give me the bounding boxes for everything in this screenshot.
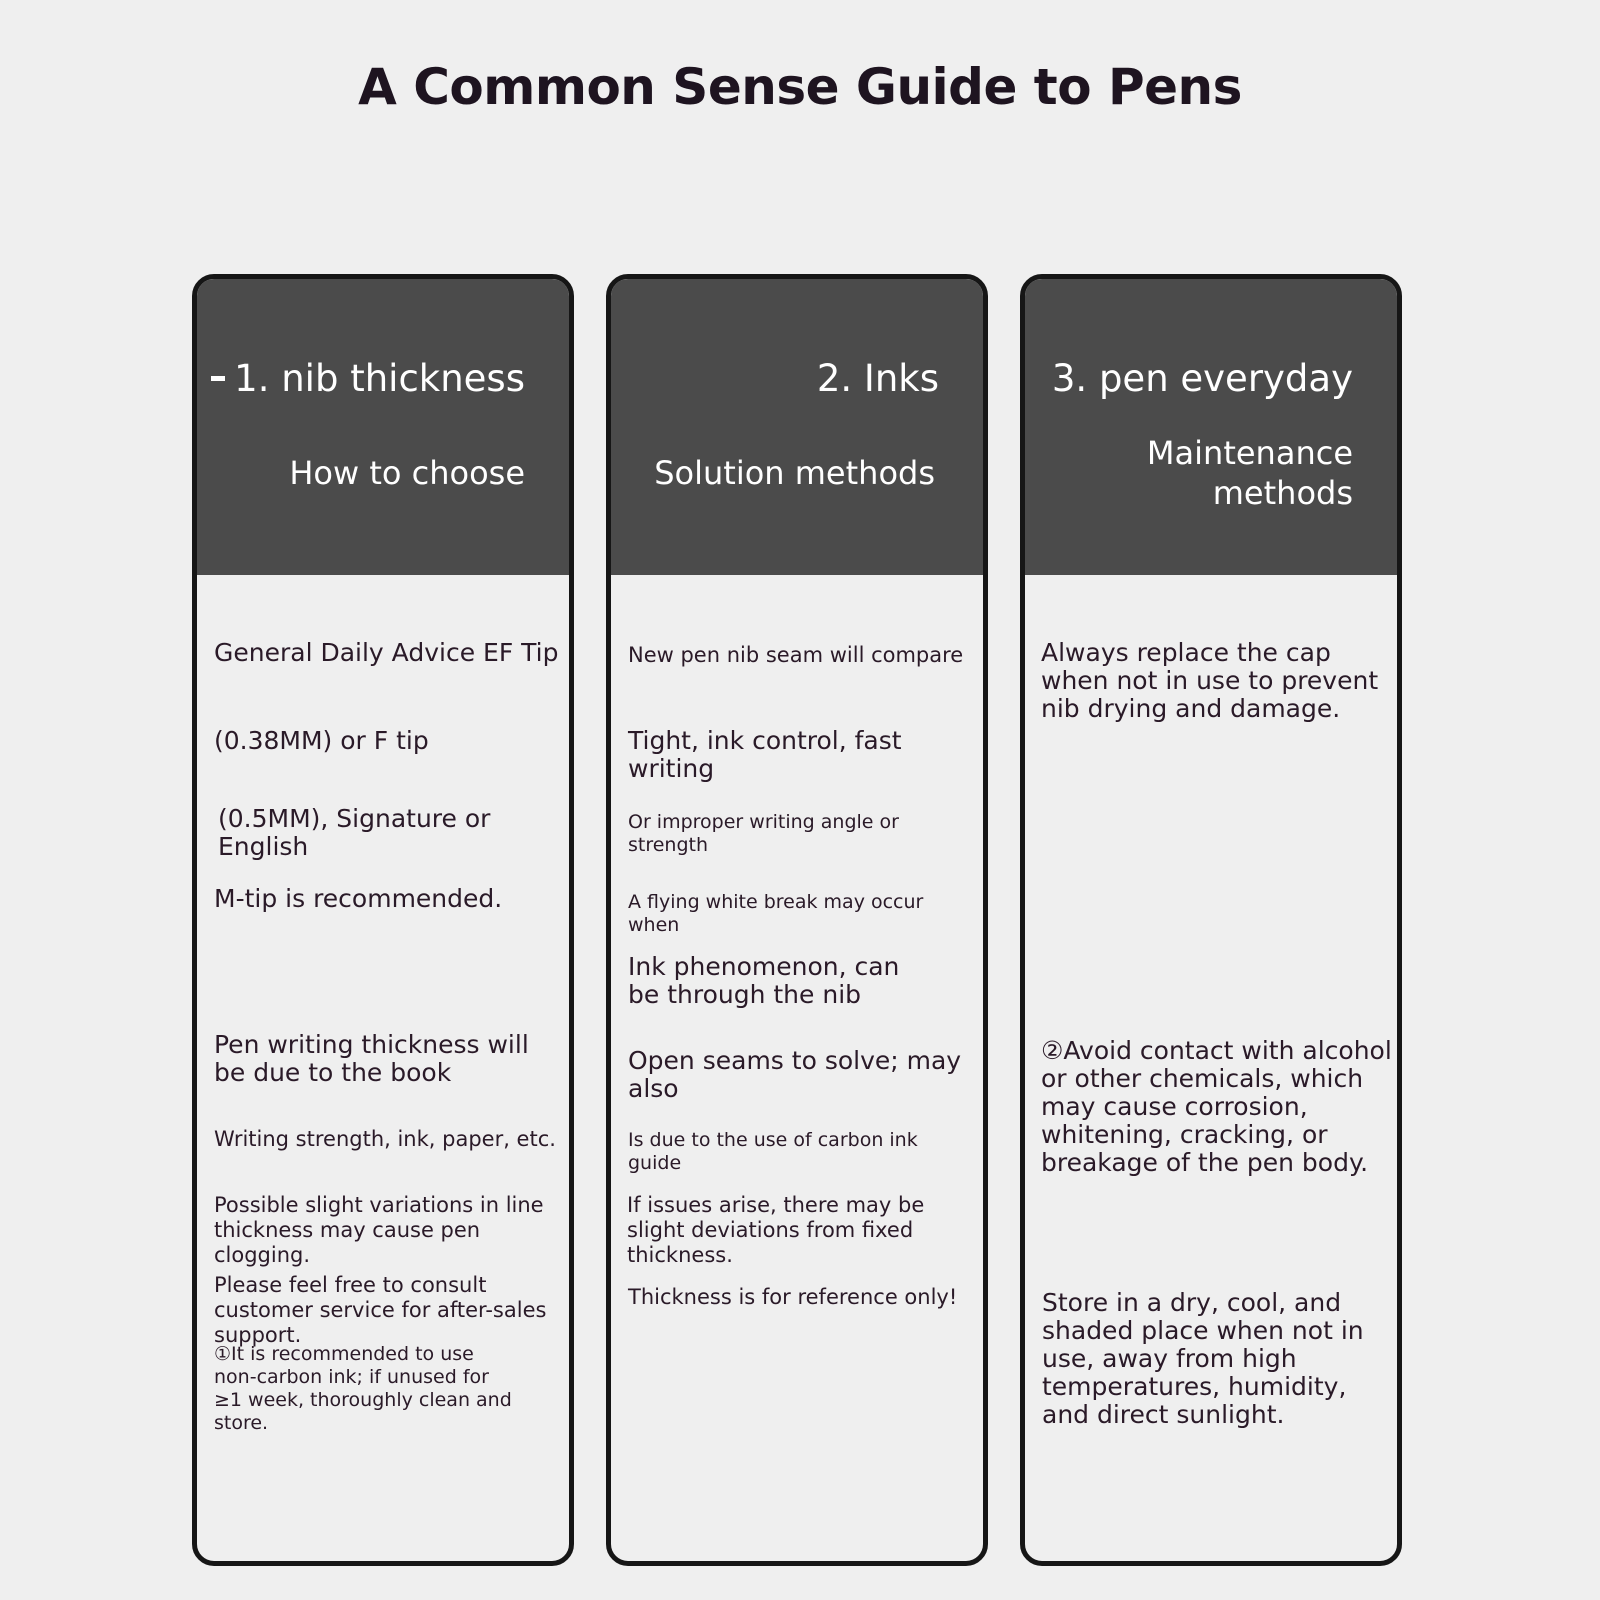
tip-text: If issues arise, there may be slight deviations from fixed thickness. bbox=[627, 1193, 925, 1267]
tip-text: General Daily Advice EF Tip bbox=[214, 638, 559, 667]
card-title: 1. nib thickness bbox=[234, 357, 525, 400]
tip-text: ①It is recommended to use non-carbon ink; if unused for ≥1 week, thoroughly clean and store. bbox=[214, 1343, 512, 1434]
card-pen-everyday bbox=[1020, 274, 1402, 1566]
tip-text: New pen nib seam will compare bbox=[628, 643, 964, 667]
tip-text: Store in a dry, cool, and shaded place when not in use, away from high temperatures, humidity, and direct sunlight. bbox=[1042, 1288, 1364, 1429]
dash-marker bbox=[211, 376, 225, 381]
card-title: 2. Inks bbox=[816, 357, 939, 400]
tip-text: Pen writing thickness will be due to the book bbox=[214, 1030, 529, 1087]
tip-text: A flying white break may occur when bbox=[628, 891, 924, 936]
tip-text: Tight, ink control, fast writing bbox=[628, 726, 902, 783]
tip-text: Always replace the cap when not in use to prevent nib drying and damage. bbox=[1041, 638, 1379, 723]
card-subtitle: Solution methods bbox=[654, 454, 935, 492]
card-header bbox=[1025, 279, 1397, 575]
tip-text: ②Avoid contact with alcohol or other chemicals, which may cause corrosion, whitening, cracking, or breakage of the pen body. bbox=[1041, 1036, 1392, 1177]
card-header bbox=[611, 279, 983, 575]
tip-text: Ink phenomenon, can be through the nib bbox=[628, 952, 900, 1009]
tip-text: M-tip is recommended. bbox=[214, 884, 503, 913]
tip-text: (0.5MM), Signature or English bbox=[218, 804, 491, 861]
card-subtitle: Maintenance methods bbox=[1146, 434, 1353, 512]
tip-text: Open seams to solve; may also bbox=[628, 1046, 962, 1103]
card-inks bbox=[606, 274, 988, 1566]
tip-text: Thickness is for reference only! bbox=[628, 1285, 958, 1309]
card-header bbox=[197, 279, 569, 575]
tip-text: Writing strength, ink, paper, etc. bbox=[214, 1127, 556, 1151]
tip-text: Is due to the use of carbon ink guide bbox=[628, 1129, 918, 1174]
tip-text: Possible slight variations in line thickness may cause pen clogging. bbox=[214, 1193, 544, 1267]
page-title: A Common Sense Guide to Pens bbox=[358, 58, 1242, 116]
tip-text: Please feel free to consult customer service for after-sales support. bbox=[214, 1273, 547, 1347]
tip-text: Or improper writing angle or strength bbox=[628, 811, 899, 856]
card-subtitle: How to choose bbox=[289, 454, 525, 492]
card-title: 3. pen everyday bbox=[1051, 357, 1353, 400]
tip-text: (0.38MM) or F tip bbox=[214, 726, 429, 755]
card-nib-thickness bbox=[192, 274, 574, 1566]
